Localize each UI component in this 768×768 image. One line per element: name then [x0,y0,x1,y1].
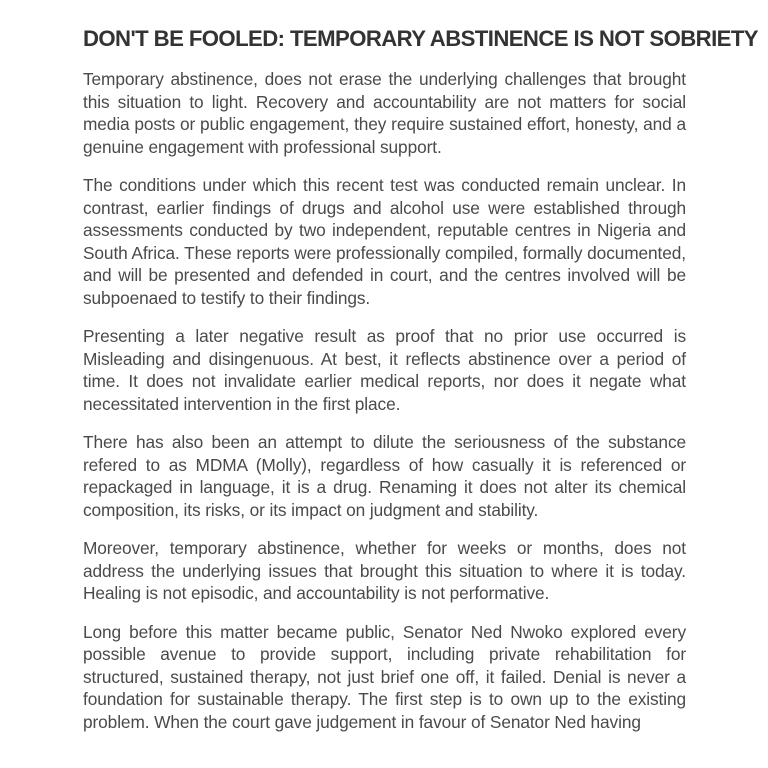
paragraph-healing-not-episodic: Moreover, temporary abstinence, whether for weeks or months, does not address the underlying issues that brought this situation to where it is today. Healing is not episodic, and accountability is not performative. [83,538,686,603]
paragraph-negative-result: Presenting a later negative result as proof that no prior use occurred is Misleading and disingenuous. At best, it reflects abstinence over a period of time. It does not invalidate earlier medical reports, nor does it negate what necessitated intervention in the first place. [83,326,686,414]
article-body [83,68,686,733]
paragraph-test-conditions: The conditions under which this recent test was conducted remain unclear. In contrast, earlier findings of drugs and alcohol use were established through assessments conducted by two independent, reputable centres in Nigeria and South Africa. These reports were professionally compiled, formally documented, and will be presented and defended in court, and the centres involved will be subpoenaed to testify to their findings. [83,175,686,308]
paragraph-mdma-substance: There has also been an attempt to dilute the seriousness of the substance refered to as MDMA (Molly), regardless of how casually it is referenced or repackaged in language, it is a drug. Renaming it does not alter its chemical composition, its risks, or its impact on judgment and stability. [83,432,686,520]
paragraph-temporary-abstinence: Temporary abstinence, does not erase the underlying challenges that brought this situation to light. Recovery and accountability are not matters for social media posts or public engagement, they require sustained effort, honesty, and a genuine engagement with professional support. [83,69,686,157]
page-title: DON'T BE FOOLED: TEMPORARY ABSTINENCE IS NOT SOBRIETY [83,26,758,51]
paragraph-senator-support: Long before this matter became public, Senator Ned Nwoko explored every possible avenue to provide support, including private rehabilitation for structured, sustained therapy, not just brief one off, it failed. Denial is never a foundation for sustainable therapy. The first step is to own up to the existing problem. When the court gave judgement in favour of Senator Ned having [83,621,686,732]
